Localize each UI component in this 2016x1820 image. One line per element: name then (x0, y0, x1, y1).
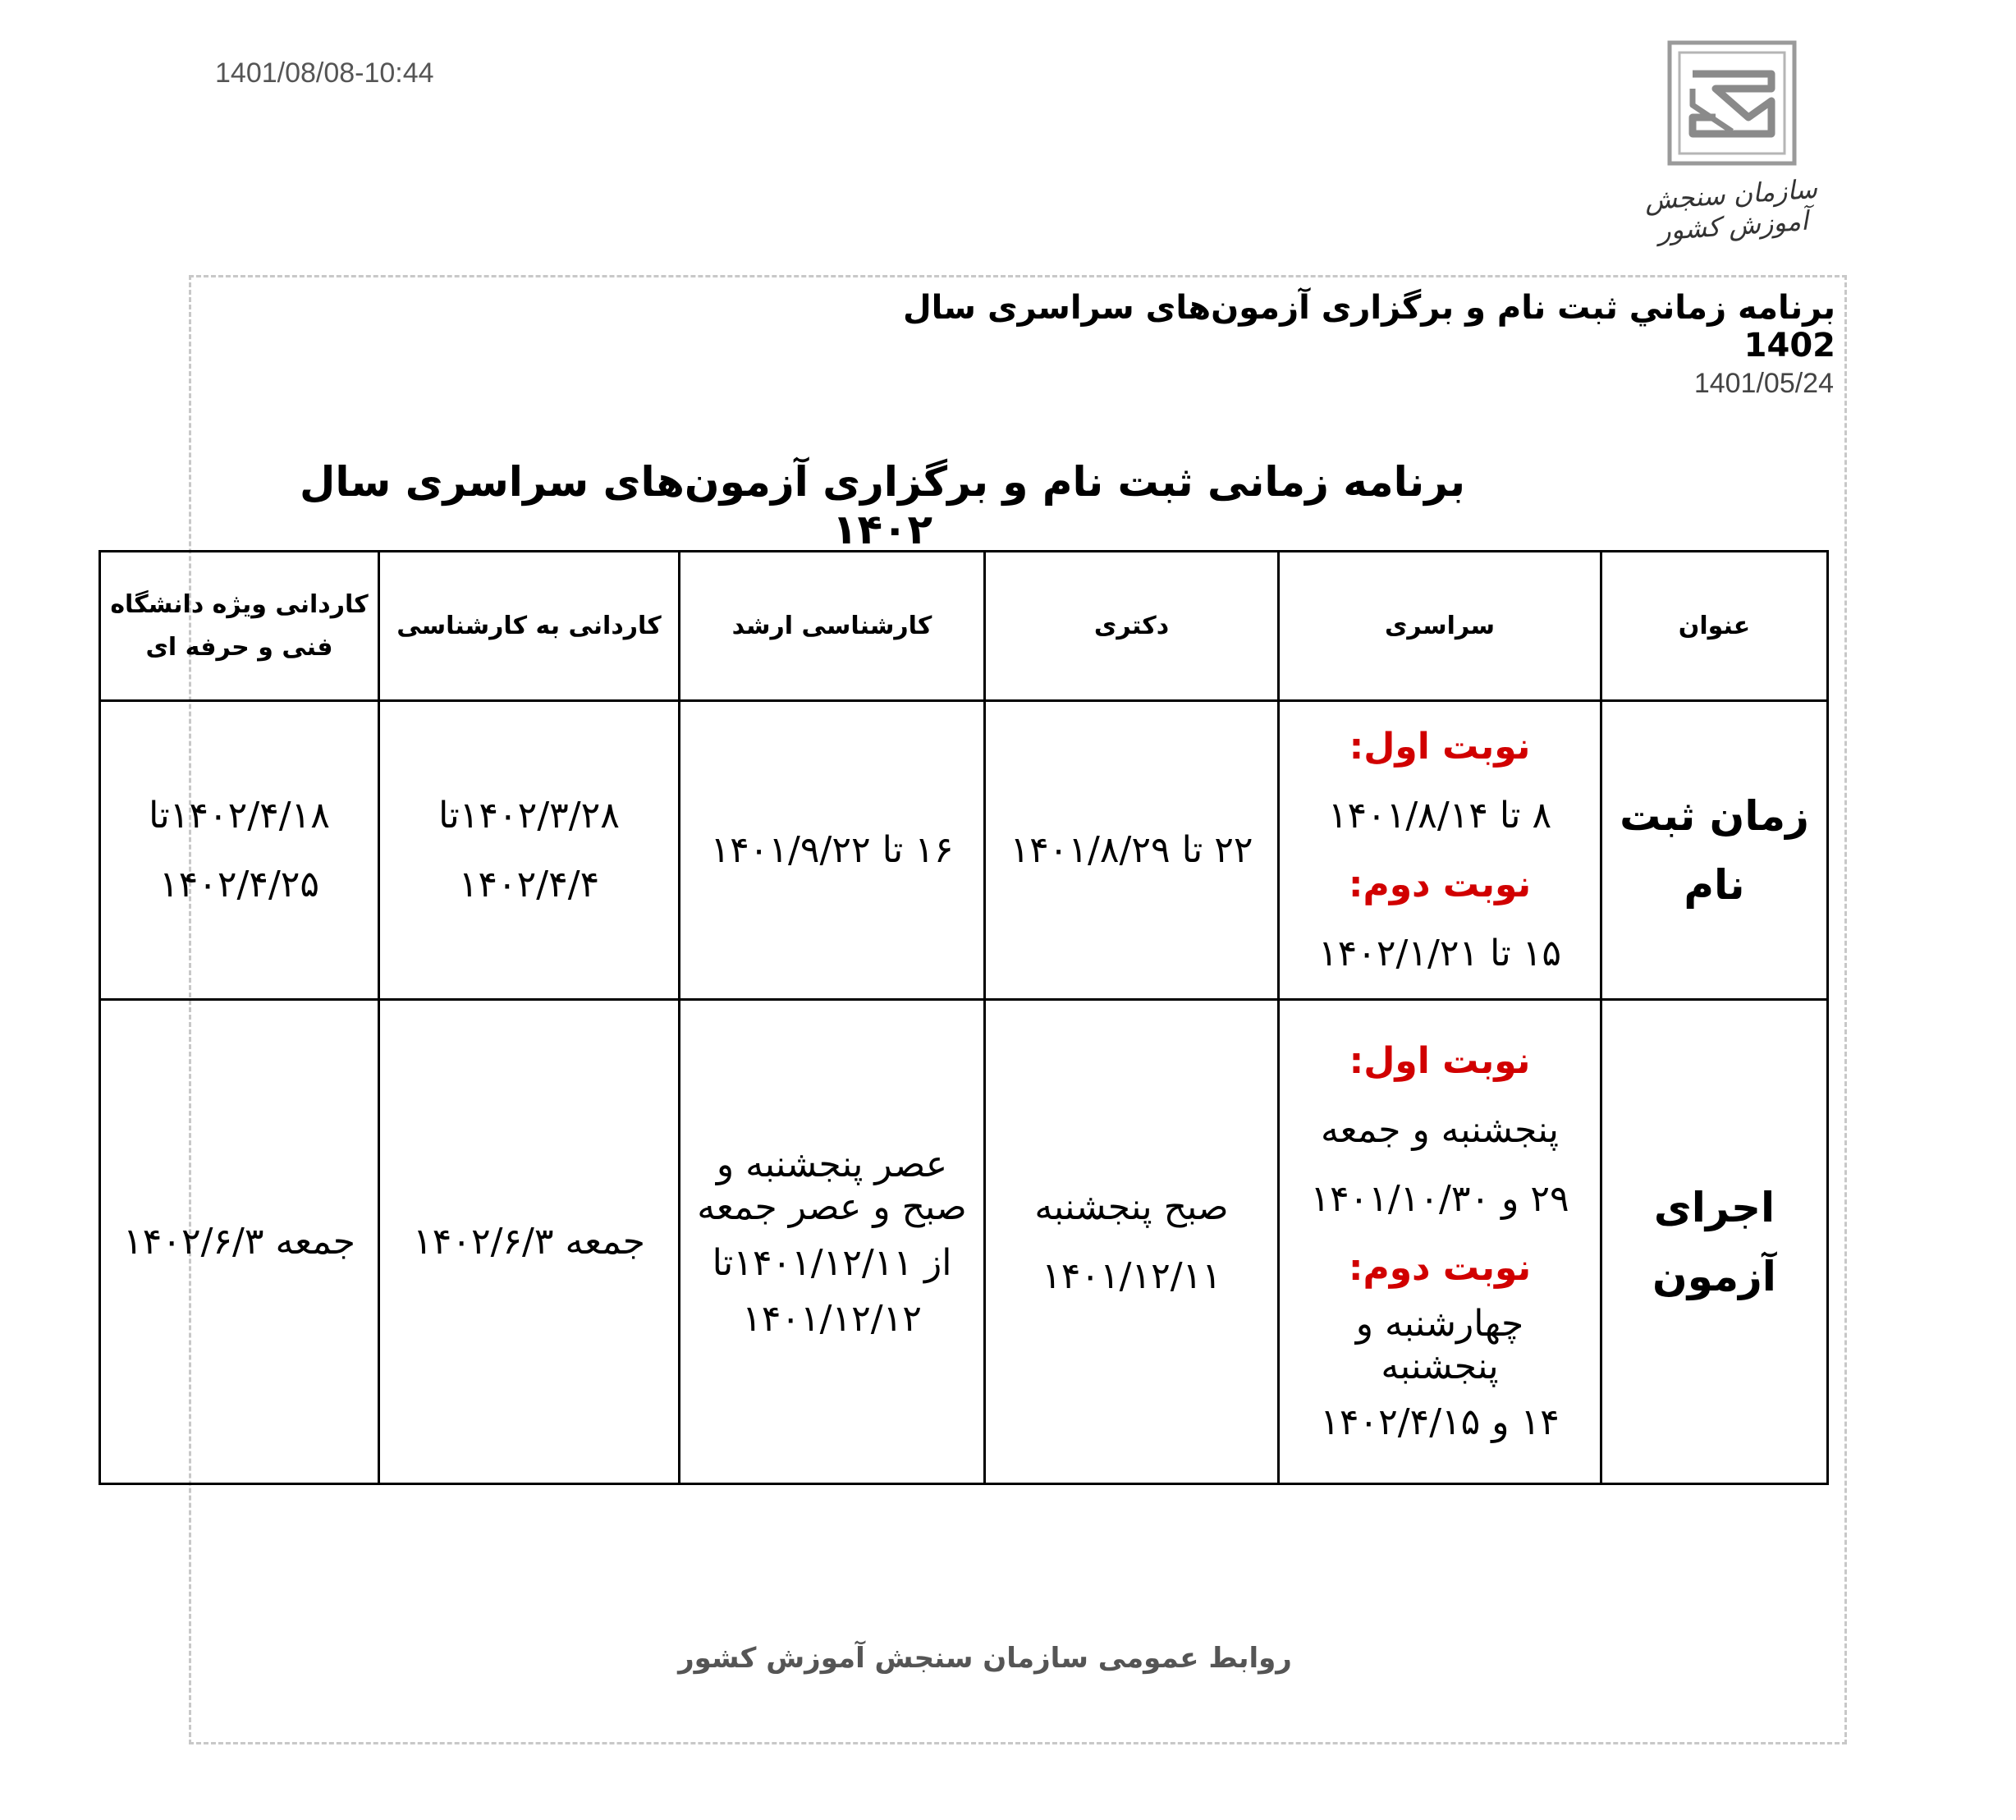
exam-technical-associate: جمعه ۱۴۰۲/۶/۳ (100, 1000, 379, 1484)
registration-label (1601, 701, 1828, 1000)
exam-masters-line2: صبح و عصر جمعه (697, 1185, 967, 1228)
exam-round1-label: نوبت اول: (1349, 1039, 1531, 1082)
registration-sarasari (1279, 701, 1601, 1000)
registration-label-line2: نام (1684, 860, 1745, 909)
registration-atb-line2: ۱۴۰۲/۴/۴ (458, 863, 600, 905)
table-title: برنامه زمانی ثبت نام و برگزاری آزمون‌های سراسری سال ۱۴۰۲ (299, 458, 1466, 553)
exam-masters-line3: از ۱۴۰۱/۱۲/۱۱تا (712, 1241, 952, 1284)
exam-doctorate-line1: صبح پنجشنبه (1034, 1185, 1229, 1228)
exam-round2-label: نوبت دوم: (1348, 1246, 1532, 1289)
registration-atb-line1: ۱۴۰۲/۳/۲۸تا (438, 794, 620, 837)
exam-doctorate-line2: ۱۴۰۱/۱۲/۱۱ (1042, 1254, 1221, 1297)
header-technical-associate-line1: کاردانی ویژه دانشگاه (110, 589, 369, 619)
header-doctorate: دکتری (985, 552, 1279, 701)
header-title: عنوان (1601, 552, 1828, 701)
registration-label-line1: زمان ثبت (1620, 791, 1809, 840)
exam-label-line1: اجرای (1653, 1183, 1775, 1231)
print-timestamp: 1401/08/08-10:44 (215, 57, 434, 89)
exam-round1-day: پنجشنبه و جمعه (1321, 1108, 1559, 1151)
exam-doctorate (985, 1000, 1279, 1484)
organization-logo (1629, 39, 1835, 261)
header-technical-associate (100, 552, 379, 701)
exam-round2-day-line2: پنجشنبه (1381, 1345, 1499, 1387)
table-header-row (100, 552, 1828, 701)
registration-masters: ۱۶ تا ۱۴۰۱/۹/۲۲ (680, 701, 985, 1000)
header-masters: کارشناسی ارشد (680, 552, 985, 701)
header-associate-to-bachelor: کاردانی به کارشناسی (379, 552, 680, 701)
logo-caption: سازمان سنجش آموزش کشور (1643, 172, 1818, 247)
exam-schedule-table (99, 550, 1829, 1485)
registration-round1-value: ۸ تا ۱۴۰۱/۸/۱۴ (1327, 794, 1552, 837)
exam-round1-date: ۲۹ و ۱۴۰۱/۱۰/۳۰ (1310, 1177, 1569, 1220)
news-date: 1401/05/24 (1693, 368, 1834, 399)
registration-doctorate: ۲۲ تا ۱۴۰۱/۸/۲۹ (985, 701, 1279, 1000)
news-title: برنامه زماني ثبت نام و برگزاری آزمون‌های سراسری سال 1402 (902, 289, 1835, 364)
exam-label (1601, 1000, 1828, 1484)
exam-masters-line4: ۱۴۰۱/۱۲/۱۲ (742, 1297, 922, 1340)
registration-associate-to-bachelor (379, 701, 680, 1000)
registration-ta-line2: ۱۴۰۲/۴/۲۵ (158, 863, 320, 905)
header-technical-associate-line2: فنی و حرفه ای (145, 632, 333, 662)
exam-round2-date: ۱۴ و ۱۴۰۲/۴/۱۵ (1320, 1401, 1560, 1443)
exam-round2-day-line1: چهارشنبه و (1355, 1302, 1524, 1345)
footer-credit: روابط عمومی سازمان سنجش آموزش کشور (678, 1642, 1292, 1675)
registration-ta-line1: ۱۴۰۲/۴/۱۸تا (149, 794, 330, 837)
exam-associate-to-bachelor: جمعه ۱۴۰۲/۶/۳ (379, 1000, 680, 1484)
registration-round2-value: ۱۵ تا ۱۴۰۲/۱/۲۱ (1318, 932, 1561, 974)
exam-sarasari (1279, 1000, 1601, 1484)
registration-technical-associate (100, 701, 379, 1000)
registration-row (100, 701, 1828, 1000)
registration-round1-label: نوبت اول: (1349, 725, 1531, 768)
exam-masters (680, 1000, 985, 1484)
registration-round2-label: نوبت دوم: (1348, 863, 1532, 905)
header-sarasari: سراسری (1279, 552, 1601, 701)
exam-label-line2: آزمون (1652, 1252, 1776, 1300)
sanjesh-logo-icon (1666, 39, 1798, 167)
exam-row (100, 1000, 1828, 1484)
exam-masters-line1: عصر پنجشنبه و (716, 1143, 948, 1185)
